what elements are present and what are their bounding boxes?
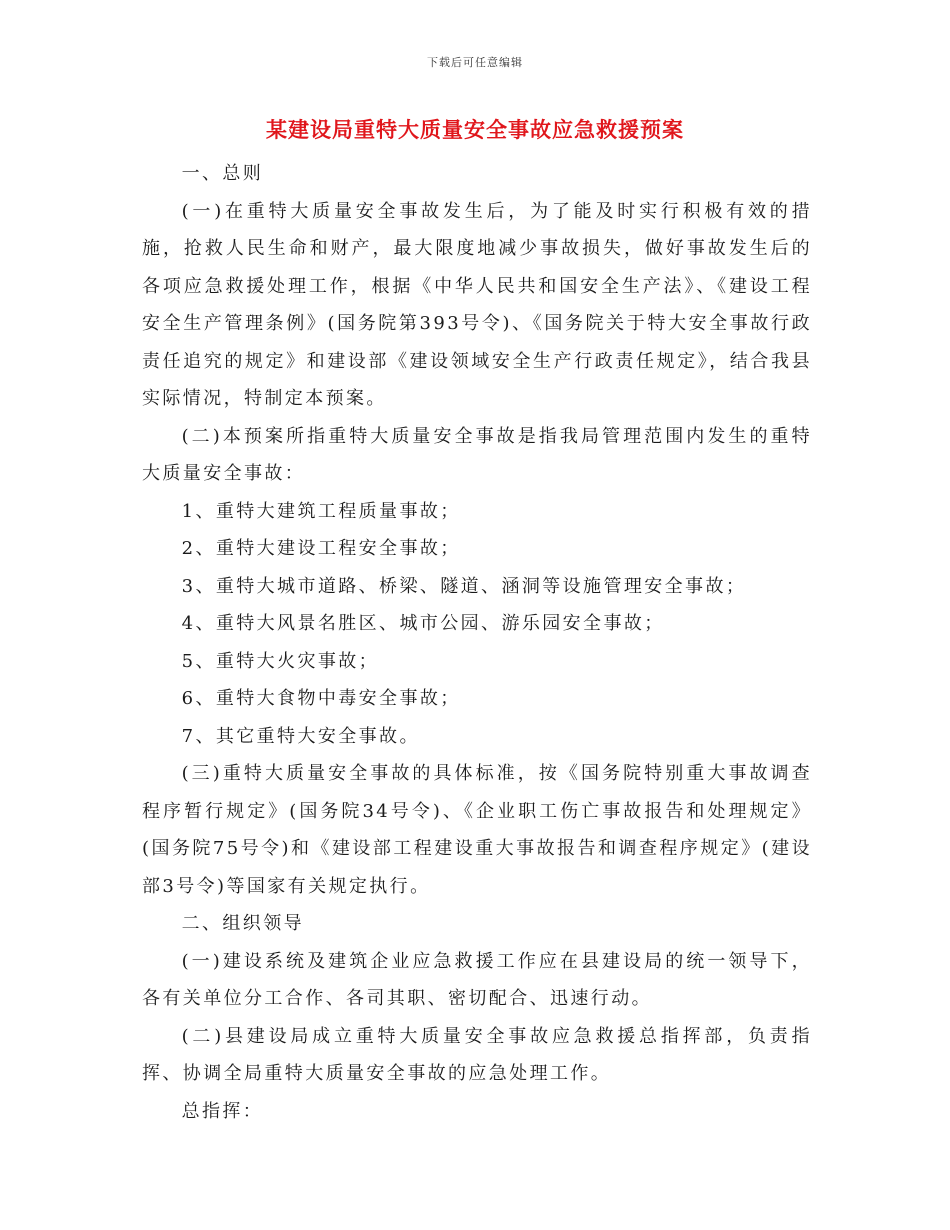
paragraph: (二)县建设局成立重特大质量安全事故应急救援总指挥部，负责指挥、协调全局重特大质量安全事故的应急处理工作。 bbox=[142, 1025, 812, 1084]
download-note: 下载后可任意编辑 bbox=[427, 56, 523, 69]
list-item: 7、其它重特大安全事故。 bbox=[181, 725, 420, 747]
list-item: 3、重特大城市道路、桥梁、隧道、涵洞等设施管理安全事故； bbox=[181, 575, 747, 597]
list-item: 1、重特大建筑工程质量事故； bbox=[181, 500, 461, 522]
section-heading-general: 一、总则 bbox=[181, 163, 264, 184]
list-item: 4、重特大风景名胜区、城市公园、游乐园安全事故； bbox=[181, 613, 665, 634]
document-title: 某建设局重特大质量安全事故应急救援预案 bbox=[266, 117, 684, 142]
list-item: 5、重特大火灾事故； bbox=[181, 650, 380, 672]
paragraph: (三)重特大质量安全事故的具体标准，按《国务院特别重大事故调查程序暂行规定》(国务院34号令)、《企业职工伤亡事故报告和处理规定》(国务院75号令)和《建设部工程建设重大事故报告和调查程序规定》(建设部3号令)等国家有关规定执行。 bbox=[142, 763, 812, 897]
paragraph: (一)在重特大质量安全事故发生后，为了能及时实行积极有效的措施，抢救人民生命和财产，最大限度地减少事故损失，做好事故发生后的各项应急救援处理工作，根据《中华人民共和国安全生产法》、《建设工程安全生产管理条例》(国务院第393号令)、《国务院关于特大安全事故行政责任追究的规定》和建设部《建设领域安全生产行政责任规定》，结合我县实际情况，特制定本预案。 bbox=[142, 200, 812, 409]
section-heading-organization: 二、组织领导 bbox=[181, 913, 304, 934]
document-body bbox=[142, 155, 812, 1130]
paragraph: 总指挥： bbox=[181, 1100, 264, 1122]
paragraph: (一)建设系统及建筑企业应急救援工作应在县建设局的统一领导下，各有关单位分工合作、各司其职、密切配合、迅速行动。 bbox=[142, 950, 812, 1009]
list-item: 6、重特大食物中毒安全事故； bbox=[181, 688, 461, 709]
list-item: 2、重特大建设工程安全事故； bbox=[181, 538, 461, 559]
paragraph: (二)本预案所指重特大质量安全事故是指我局管理范围内发生的重特大质量安全事故： bbox=[142, 425, 812, 484]
